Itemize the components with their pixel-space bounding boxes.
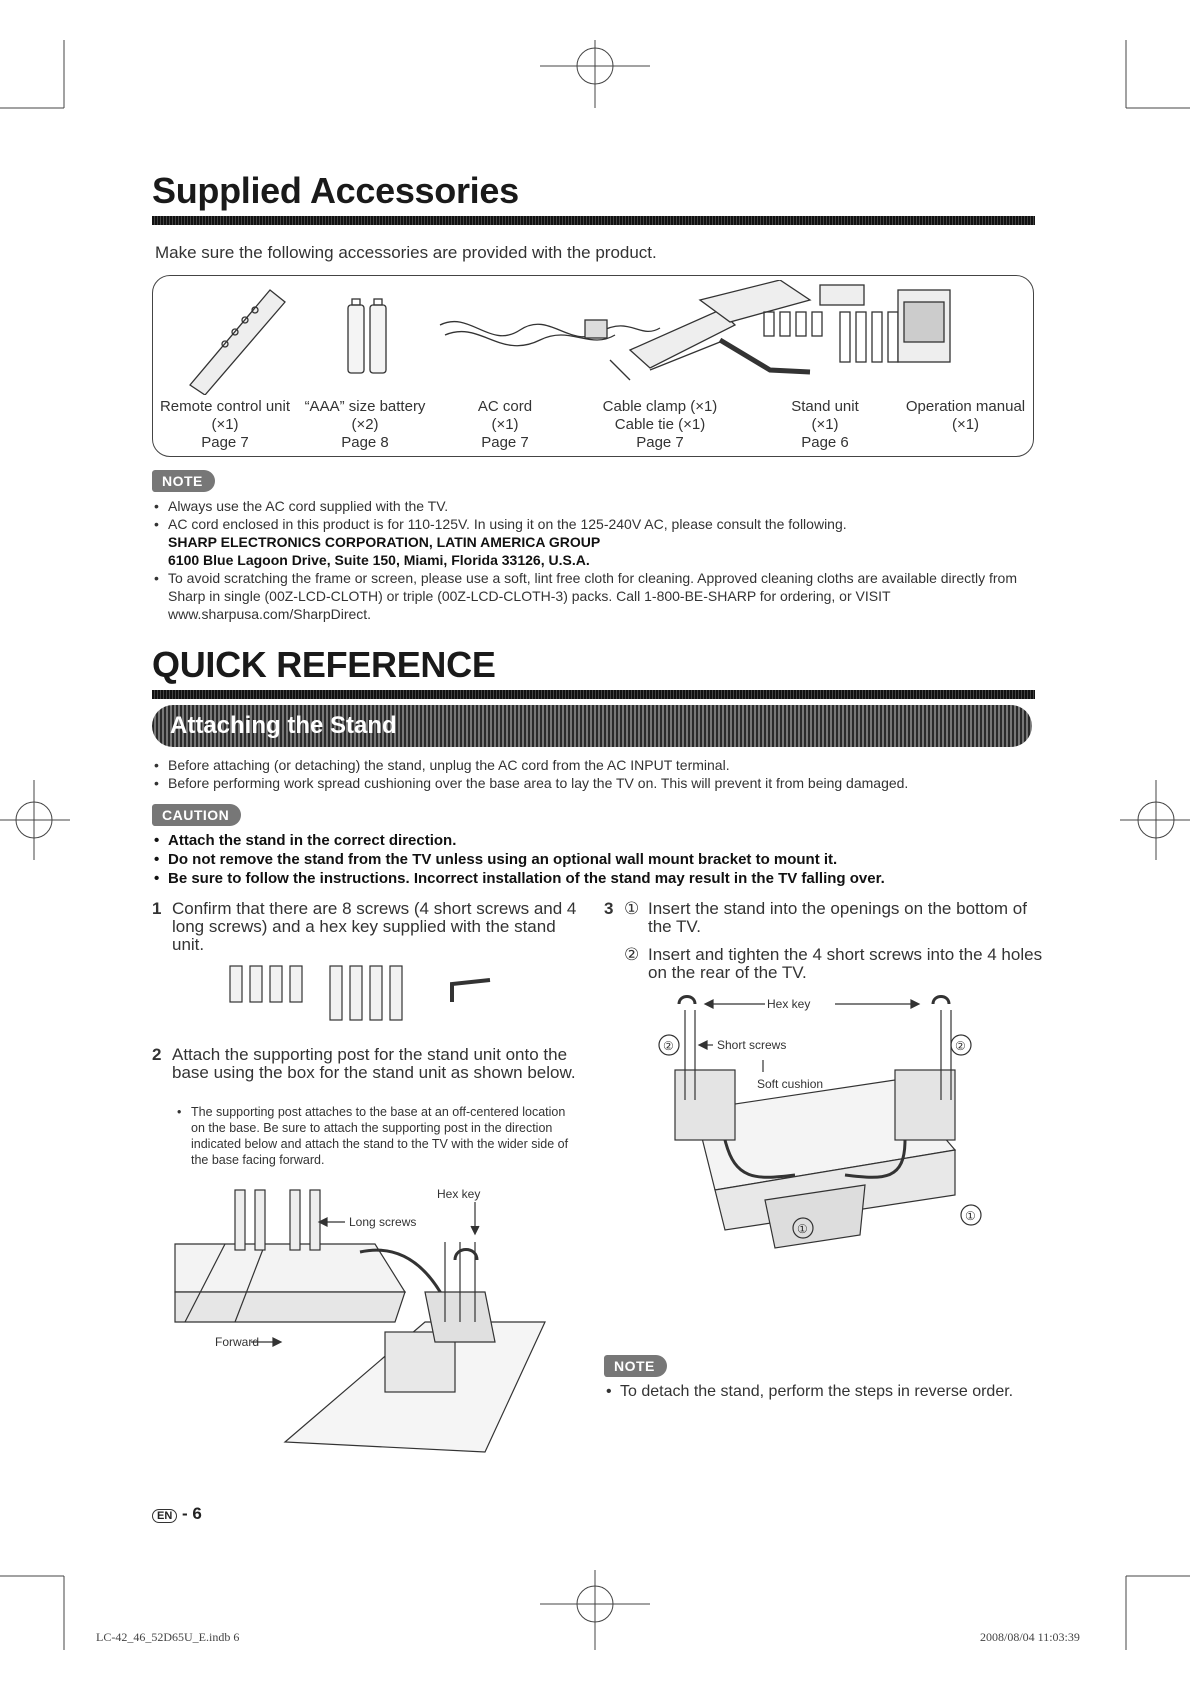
accessory-manual: Operation manual (×1) — [905, 398, 1026, 433]
accessory-battery: “AAA” size battery (×2) Page 8 — [304, 398, 426, 451]
step-3: 3 ① Insert the stand into the openings on the bottom of the TV. ② Insert and tighten the 4 short screws into the 4 holes on the rear of the TV. — [604, 899, 1043, 982]
page-title: Supplied Accessories — [152, 170, 519, 211]
note-badge: NOTE — [604, 1355, 667, 1377]
label-forward: Forward — [215, 1335, 260, 1349]
label-hex-key: Hex key — [437, 1187, 481, 1201]
step-number: 3 — [604, 899, 614, 918]
note-item: • Before attaching (or detaching) the stand, unplug the AC cord from the AC INPUT terminal. — [152, 756, 1032, 774]
step-2: 2 Attach the supporting post for the stand unit onto the base using the box for the stand unit as shown below. — [152, 1045, 576, 1082]
screws-icon — [764, 312, 898, 362]
screws-and-hex-key — [220, 962, 500, 1022]
accessory-remote: Remote control unit (×1) Page 7 — [159, 398, 291, 451]
label-soft-cushion: Soft cushion — [757, 1077, 824, 1091]
company-address: 6100 Blue Lagoon Drive, Suite 150, Miami, Florida 33126, U.S.A. — [168, 552, 590, 568]
label-hex-key: Hex key — [767, 997, 811, 1011]
ac-cord-icon — [440, 320, 660, 346]
accessory-stand-unit: Stand unit (×1) Page 6 — [791, 398, 859, 451]
page-number: EN - 6 — [152, 1504, 202, 1524]
footer-file: LC-42_46_52D65U_E.indb 6 — [96, 1630, 240, 1644]
accessory-ac-cord: AC cord (×1) Page 7 — [477, 398, 533, 451]
subsection-bar — [152, 705, 1032, 747]
battery-icon — [348, 299, 386, 373]
footer-date: 2008/08/04 11:03:39 — [980, 1630, 1080, 1644]
caution-item: • Do not remove the stand from the TV unless using an optional wall mount bracket to mount it. — [152, 850, 1032, 869]
label-short-screws: Short screws — [717, 1038, 787, 1052]
section-title: QUICK REFERENCE — [152, 644, 496, 685]
label-long-screws: Long screws — [349, 1215, 417, 1229]
accessory-cable-clamp: Cable clamp (×1) Cable tie (×1) Page 7 — [602, 398, 718, 451]
marker-1: ① — [965, 1209, 976, 1223]
caution-badge: CAUTION — [152, 804, 241, 826]
hex-key-icon — [452, 980, 490, 1002]
cable-clamp-icon — [610, 310, 735, 380]
note-item: • AC cord enclosed in this product is for 110-125V. In using it on the 125-240V AC, please consult the following. — [152, 515, 1032, 533]
note-badge: NOTE — [152, 470, 215, 492]
step-2-note: • The supporting post attaches to the base at an off-centered location on the base. Be sure to attach the supporting post in the direction indicated below and attach the stand to the TV with the wider side of the base facing forward. — [175, 1104, 570, 1168]
caution-item: • Attach the stand in the correct direction. — [152, 831, 1032, 850]
section-rule — [152, 690, 1035, 699]
stand-assembly-diagram — [155, 1182, 575, 1472]
company-name: SHARP ELECTRONICS CORPORATION, LATIN AMERICA GROUP — [168, 534, 601, 550]
caution-list — [152, 831, 1032, 888]
marker-2: ② — [955, 1039, 966, 1053]
stand-notes — [152, 756, 1032, 792]
step-1: 1 Confirm that there are 8 screws (4 short screws and 4 long screws) and a hex key supplied with the stand unit. — [152, 899, 577, 954]
note-item: • Always use the AC cord supplied with the TV. — [152, 497, 1032, 515]
accessories-intro: Make sure the following accessories are provided with the product. — [155, 243, 657, 262]
operation-manual-icon — [898, 290, 950, 362]
note-item: • To avoid scratching the frame or screen, please use a soft, lint free cloth for cleaning. Approved cleaning cloths are available directly from Sharp in single (00Z-LCD-CLOTH) or triple (00Z-LCD-CLOTH-3) packs. Call 1-800-BE-SHARP for ordering, or VISIT www.sharpusa.com/SharpDirect. — [152, 569, 1032, 623]
caution-item: • Be sure to follow the instructions. Incorrect installation of the stand may result in the TV falling over. — [152, 869, 1032, 888]
accessories-illustrations — [160, 280, 1020, 395]
tv-stand-diagram — [655, 990, 995, 1330]
marker-2: ② — [663, 1039, 674, 1053]
note-list — [152, 497, 1032, 623]
step-number: 2 — [152, 1045, 162, 1064]
step-number: 1 — [152, 899, 162, 918]
long-screws-icon — [330, 966, 402, 1020]
note-item: • Before performing work spread cushioning over the base area to lay the TV on. This will prevent it from being damaged. — [152, 774, 1032, 792]
note-item: • To detach the stand, perform the steps in reverse order. — [604, 1382, 1034, 1402]
subsection-title: Attaching the Stand — [170, 712, 397, 739]
remote-control-icon — [190, 290, 285, 395]
language-badge: EN — [152, 1509, 177, 1523]
marker-1: ① — [797, 1222, 808, 1236]
title-rule — [152, 216, 1035, 225]
short-screws-icon — [230, 966, 302, 1002]
note-list — [604, 1382, 1034, 1402]
